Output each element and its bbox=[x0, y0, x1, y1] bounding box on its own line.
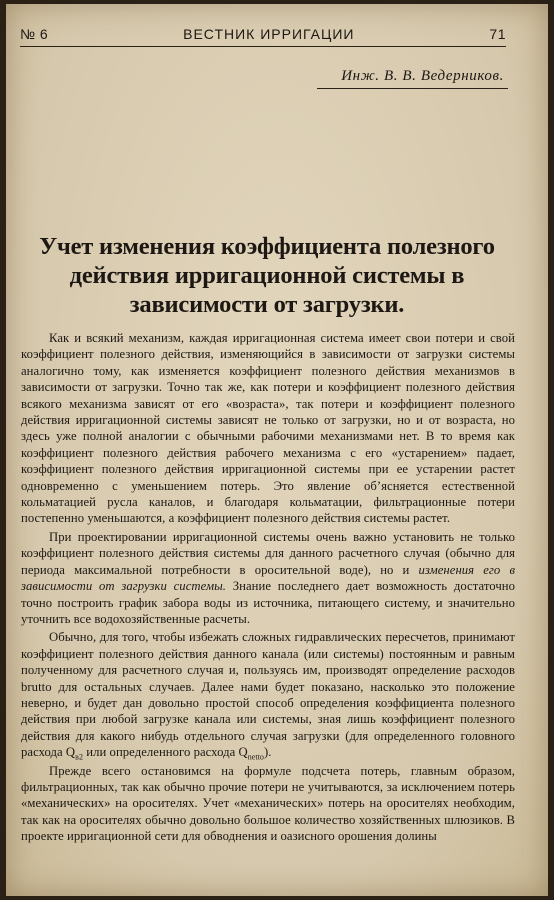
paragraph-2-start: При проектировании ирригационной системы очень важно установить не только коэффициент полезного действия системы для данного расчетного случая (обычно для периода максимальной потребности в оросительной воде), но и bbox=[21, 529, 515, 577]
issue-number: № 6 bbox=[20, 26, 49, 42]
paragraph-3-end: ). bbox=[263, 745, 272, 760]
paragraph-3-middle: или определенного расхода Q bbox=[83, 745, 248, 760]
author-byline: Инж. В. В. Ведерников. bbox=[317, 68, 508, 89]
journal-title: ВЕСТНИК ИРРИГАЦИИ bbox=[183, 26, 355, 42]
paragraph-2-end: Знание последнего дает возможность достаточно точно построить график забора воды из источника, питающего систему, и значительно уточнить все водохозяйственные расчеты. bbox=[21, 579, 515, 626]
paragraph-3-start: Обычно, для того, чтобы избежать сложных гидравлических пересчетов, принимают коэффициент полезного действия данного канала (или системы) постоянным и равным полученному для расчетного случая и, пользуясь им, производят определение расходов brutto для остальных случаев. Далее нами будет показано, насколько это положение неверно, и будет дан довольно простой способ определения коэффициента полезного действия при любой загрузке канала или системы, зная лишь коэффициент полезного действия для какого нибудь отдельного случая загрузки (для определенного головного расхода Q bbox=[21, 630, 515, 760]
subscript-head-flow: в2 bbox=[75, 752, 84, 762]
paragraph-2-emphasis: изменения его в зависимости от загрузки системы. bbox=[21, 562, 515, 594]
paragraph-2 bbox=[21, 529, 515, 627]
article-title: Учет изменения коэффициента полезного действия ирригационной системы в зависимости от загрузки. bbox=[39, 233, 495, 318]
page-number: 71 bbox=[489, 26, 506, 42]
journal-page bbox=[6, 4, 548, 896]
running-header bbox=[20, 26, 506, 47]
article-body bbox=[21, 330, 515, 847]
paragraph-4: Прежде всего остановимся на формуле подсчета потерь, главным образом, фильтрационных, так как обычно прочие потери не учитываются, за исключением потерь «механических» на оросителях. Учет «механических» потерь на оросителях необходим, так как на оросителях обычно довольно большое количество хозяйственных шлюзиков. В проекте ирригационной сети для обводнения и оазисного орошения долины bbox=[21, 763, 515, 844]
paragraph-3 bbox=[21, 629, 515, 760]
subscript-netto: netto bbox=[247, 752, 264, 762]
paragraph-1: Как и всякий механизм, каждая ирригационная система имеет свои потери и свой коэффициент полезного действия, изменяющийся в зависимости от загрузки системы аналогично тому, как изменяется коэффициент полезного действия механизмов в зависимости от загрузки. Точно так же, как потери и коэффициент полезного действия всякого механизма зависят от его «возраста», так потери и коэффициент полезного действия ирригационной системы зависят не только от загрузки, но и от возраста, но здесь уже полной аналогии с обычными рабочими механизмами нет. В то время как коэффициент полезного действия рабочего механизма с его «устарением» падает, коэффициент полезного действия ирригационной системы при ее устарении растет одновременно с уменьшением потерь. Это явление об’ясняется естественной кольматацией русла каналов, и благодаря кольматации, фильтрационные потери постепенно уменьшаются, а коэффициент полезного действия системы растет. bbox=[21, 331, 515, 526]
